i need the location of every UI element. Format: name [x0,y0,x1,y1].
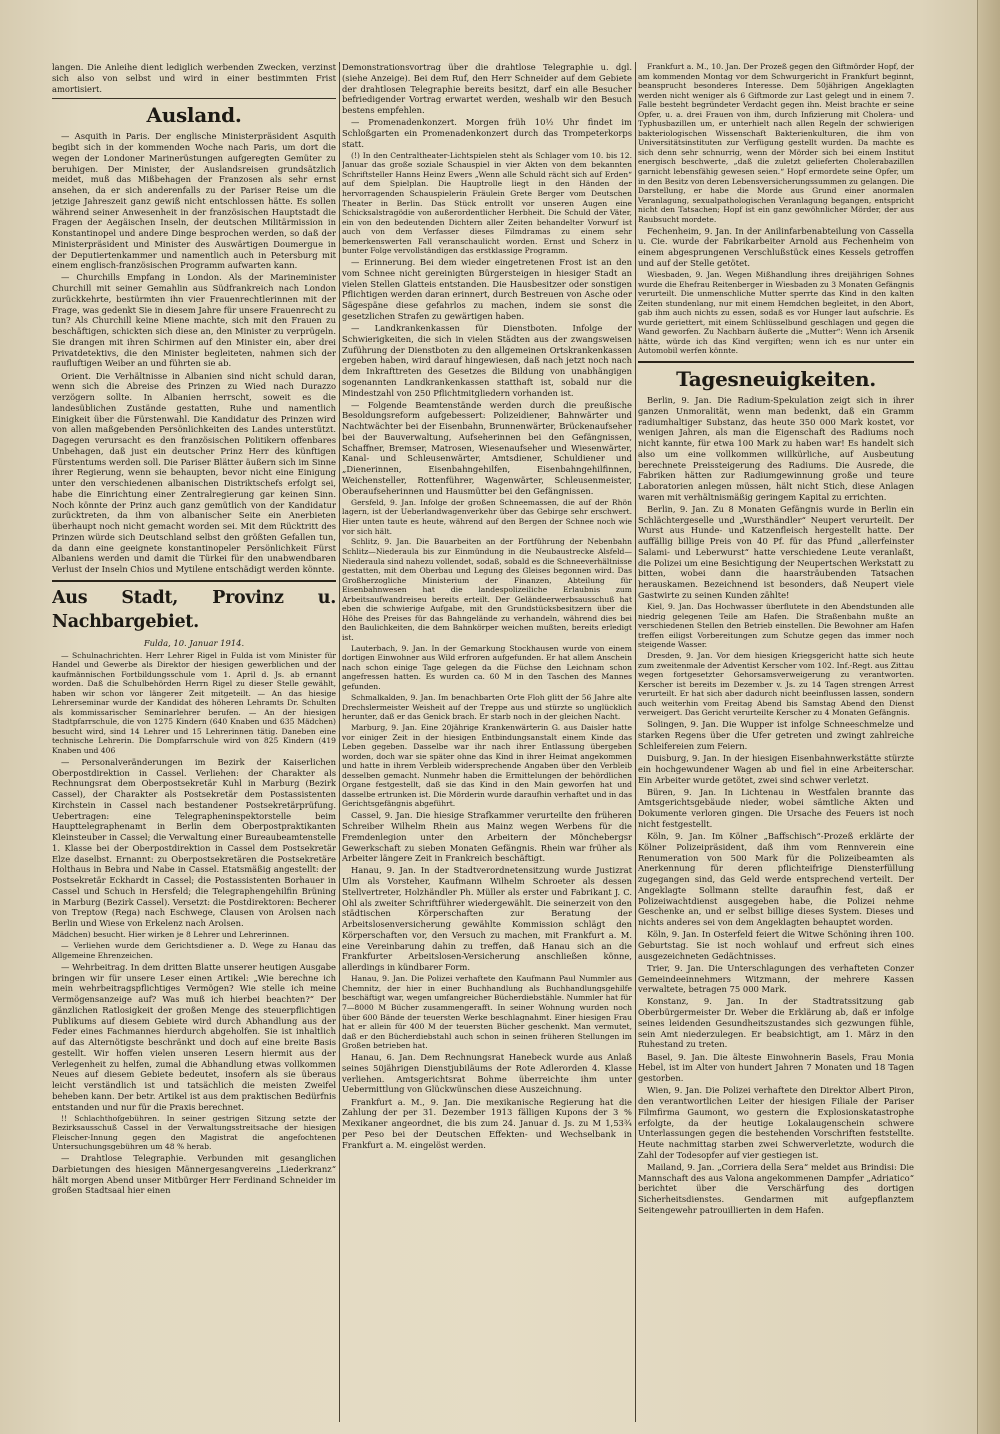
article-telegraphie: — Drahtlose Telegraphie. Verbunden mit gesanglichen Darbietungen des hiesigen Männergesangvereins „Liederkranz“ hält morgen Abend unser Mitbürger Herr Ferdinand Schneider im großen Stadtsaal hier einen [52,1153,336,1196]
article-marburg: Marburg, 9. Jan. Eine 20jährige Krankenwärterin G. aus Daisler hatte vor einiger Zeit in der hiesigen Entbindungsanstalt einem Kinde das Leben gegeben. Dasselbe war ihr nach ihrer Entlassung übergeben worden, doch war sie später ohne das Kind in ihrer Heimat angekommen und hatte in ihrem Verbleib widersprechende Angaben über den Verbleib desselben gemacht. Nunmehr haben die Ermittelungen der behördlichen Organe festgestellt, daß sie das Kind in den Main geworfen hat und dasselbe ertrunken ist. Die Mörderin wurde daraufhin verhaftet und in das Gerichtsgefängnis abgeführt. [342,723,632,809]
section-heading-ausland: Ausland. [146,103,242,128]
column-left [52,62,336,1424]
article-asquith: — Asquith in Paris. Der englische Ministerpräsident Asquith begibt sich in der kommenden Woche nach Paris, um dort die wegen der Londoner Marinerüstungen aufgeregten Gemüter zu beruhigen. Der Minister, der Auslandsreisen grundsätzlich meidet, muß das Mißbehagen der Franzosen als sehr ernst ansehen, da er sich anderenfalls zu der Pariser Reise um die jetzige Jahreszeit ganz gewiß nicht entschlossen hätte. Es sollen während seiner Anwesenheit in der französischen Hauptstadt die Fragen der Aegäischen Inseln, der deutschen Militärmission in Konstantinopel und andere Dinge besprochen werden, so daß der Ministerpräsident und Minister des Auswärtigen Doumergue in der Deputiertenkammer und namentlich auch in Petersburg mit einem englisch-französischen Programm aufwarten kann. [52,131,336,271]
article-lauterbach: Lauterbach, 9. Jan. In der Gemarkung Stockhausen wurde von einem dortigen Einwohner aus Wild erfroren aufgefunden. Er hat allem Anschein nach schon einige Tage gelegen da die Füchse den Leichnam schon angefressen hatten. Es wurden ca. 60 M in den Taschen des Mannes gefunden. [342,643,632,692]
article-churchill: — Churchills Empfang in London. Als der Marineminister Churchill mit seiner Gemahlin aus Südfrankreich nach London zurückkehrte, bestürmten ihn vier Frauenrechtlerinnen mit der Frage, was gedenkt Sie in diesem Jahre für unsere Frauenrecht zu tun? Als Churchill keine Miene machte, sich mit den Frauen zu beschäftigen, schickten sich diese an, den Minister zu verprügeln. Sie drangen mit ihren Schirmen auf den Minister ein, aber drei Privatdetektivs, die den Minister begleiteten, nahmen sich der raufluftigen Weiber an und führten sie ab. [52,272,336,369]
article-personal: — Personalveränderungen im Bezirk der Kaiserlichen Oberpostdirektion in Cassel. Verliehen: der Charakter als Rechnungsrat dem Oberpostsekretär Kuhl in Marburg (Bezirk Cassel), der Charakter als Postsekretär dem Postassistenten Kirchstein in Cassel nach bestandener Postsekretärprüfung. Uebertragen: eine Telegrapheninspektorstelle beim Haupttelegraphenamt in Berlin dem Oberpostpraktikanten Kleinsteuber in Cassel; die Verwaltung einer Bureaubeamtenstelle 1. Klasse bei der Oberpostdirektion in Cassel dem Postsekretär Elze daselbst. Ernannt: zu Oberpostsekretären die Postsekretäre Holthaus in Bebra und Nabe in Cassel. Etatsmäßig angestellt: der Postsekretär Eckhardt in Cassel; die Postassistenten Borhauer in Cassel und Schuch in Hersfeld; die Telegraphengehilfin Brüning in Marburg (Bezirk Cassel). Versetzt: die Postdirektoren: Becherer von Treptow (Rega) nach Eschwege, Clausen von Arolsen nach Berlin und Wiese von Erkelenz nach Arolsen. [52,756,336,929]
divider [52,98,336,99]
article-hanau-polizei: Hanau, 9. Jan. Die Polizei verhaftete den Kaufmann Paul Nummler aus Chemnitz, der hier in einer Buchhandlung als Buchhandlungsgehilfe beschäftigt war, wegen umfangreicher Bücherdiebstähle. Nummler hat für 7—8000 M Bücher zusammengerafft. In seiner Wohnung wurden noch über 600 Bände der teuersten Werke beschlagnahmt. Einer hiesigen Frau hat er allein für 400 M der teuersten Bücher geschenkt. Man vermutet, daß er den Bücherdiebstahl auch schon in seinen früheren Stellungen im Großen betrieben hat. [342,974,632,1051]
article-schulnachrichten: — Schulnachrichten. Herr Lehrer Rigel in Fulda ist vom Minister für Handel und Gewerbe als Direktor der hiesigen gewerblichen und der kaufmännischen Fortbildungsschule vom 1. April d. Js. ab ernannt worden. Daß die Schulbehörden Herrn Rigel zu dieser Stelle gewählt, haben wir schon vor längerer Zeit mitgeteilt. — An das hiesige Lehrerseminar wurde der Kandidat des höheren Lehramts Dr. Schulten als kommissarischer Seminarlehrer berufen. — An der hiesigen Stadtpfarrschule, die von 1275 Kindern (640 Knaben und 635 Mädchen) besucht wird, sind 14 Lehrer und 15 Lehrerinnen tätig. Daneben eine technische Lehrerin. Die Dompfarrschule wird von 825 Kindern (419 Knaben und 406 [52,650,336,755]
article-frankfurt-mexiko: Frankfurt a. M., 9. Jan. Die mexikanische Regierung hat die Zahlung der per 31. Dezember 1913 fälligen Kupons der 3 % Mexikaner angeordnet, die bis zum 24. Januar d. Js. zu M 1,53¾ per Peso bei der Deutschen Effekten- und Wechselbank in Frankfurt a. M. eingelöst werden. [342,1096,632,1150]
article-wehrbeitrag: — Wehrbeitrag. In dem dritten Blatte unserer heutigen Ausgabe bringen wir für unsere Leser einen Artikel: „Wie berechne ich mein wehrbeitragspflichtiges Vermögen? Wie stelle ich meine Vermögensanzeige auf? Was muß ich hierbei beachten?“ Der gänzlichen Ratlosigkeit der großen Menge des steuerpflichtigen Publikums auf diesem Gebiete wird durch Abhandlung aus der Feder eines Fachmannes hierdurch abgeholfen. Sie ist inhaltlich auf das Alternötigste beschränkt und doch auf eine breite Basis gestellt. Wir hoffen vielen unseren Lesern hiermit aus der Verlegenheit zu helfen, zumal die Abhandlung etwas vollkommen Neues auf diesem Gebiete bedeutet, insofern als sie überaus leicht verständlich ist und tatsächlich die meisten Zweifel beheben kann. Der betr. Artikel ist aus dem praktischen Bedürfnis entstanden und nur für die Praxis berechnet. [52,961,336,1112]
column-divider [339,62,340,1422]
article-dresden: Dresden, 9. Jan. Vor dem hiesigen Kriegsgericht hatte sich heute zum zweitenmale der Adventist Kerscher vom 102. Inf.-Regt. aus Zittau wegen fortgesetzter Gehorsamsverweigerung zu verantworten. Kerscher ist bereits im Dezember v. Js. zu 14 Tagen strengen Arrest verurteilt. Er hat sich aber dadurch nicht beeinflussen lassen, sondern auch weiterhin vom Freitag Abend bis Samstag Abend den Dienst verweigert. Das Gericht verurteilte Kerscher zu 4 Monaten Gefängnis. [638,651,914,718]
article-landkrankenkassen: — Landkrankenkassen für Dienstboten. Infolge der Schwierigkeiten, die sich in vielen Städten aus der zwangsweisen Zuführung der Dienstboten zu den allgemeinen Ortskrankenkassen ergeben haben, wird darauf hingewiesen, daß nach jetzt noch nach dem Inkrafttreten des Gesetzes die Bildung von unabhängigen sogenannten Landkrankenkassen statthaft ist, sobald nur die Mindestzahl von 250 Pflichtmitgliedern vorhanden ist. [342,323,632,398]
article-berlin-wurst: Berlin, 9. Jan. Zu 8 Monaten Gefängnis wurde in Berlin ein Schlächtergeselle und „Wursthändler“ Neupert verurteilt. Der Wurst aus Hunde- und Katzenfleisch hergestellt hatte. Der auffällig billige Preis von 40 Pf. für das Pfund „allerfeinster Salami- und Leberwurst“ hatte verschiedene Leute veranlaßt, die Polizei um eine Besichtigung der Neupertschen Werkstatt zu bitten, wobei dann die haarsträubenden Tatsachen herauskamen. Bezeichnend ist besonders, daß Neupert viele Gastwirte zu seinen Kunden zählte! [638,503,914,600]
article-berlin-radium: Berlin, 9. Jan. Die Radium-Spekulation zeigt sich in ihrer ganzen Unmoralität, wenn man bedenkt, daß ein Gramm radiumhaltiger Substanz, das heute 350 000 Mark kostet, vor wenigen Jahren, als man die Eigenschaft des Radiums noch nicht kannte, für etwa 100 Mark zu haben war! Es handelt sich also um eine vollkommen willkürliche, auf Ausbeutung berechnete Preissteigerung des Radiums. Die Ausrede, die Fabriken hätten zur Radiumgewinnung große und teure Laboratorien anlegen müssen, hält nicht Stich, diese Anlagen waren mit verhältnismäßig geringem Kapital zu errichten. [638,395,914,502]
article-duisburg: Duisburg, 9. Jan. In der hiesigen Eisenbahnwerkstätte stürzte ein hochgewundener Wagen ab und fiel in eine Arbeiterschar. Ein Arbeiter wurde getötet, zwei sind schwer verletzt. [638,753,914,785]
article-kiel: Kiel, 9. Jan. Das Hochwasser überflutete in den Abendstunden alle niedrig gelegenen Teile am Hafen. Die Straßenbahn mußte an verschiedenen Stellen den Betrieb einstellen. Die Bewohner am Hafen treffen eiligst Vorbereitungen zum Schutze gegen das immer noch steigende Wasser. [638,602,914,650]
page-edge [977,0,1000,1434]
article-beamtenstaende: — Folgende Beamtenstände werden durch die preußische Besoldungsreform aufgebessert: Polizeidiener, Bahnwärter und Nachtwächter bei der Eisenbahn, Brunnenwärter, Brückenaufseher bei der Bauverwaltung, Aufseherinnen bei den Gefängnissen, Schaffner, Bremser, Matrosen, Wiesenaufseher und Wiesenwärter, Kanal- und Schleusenwärter, Amtsdiener, Schuldiener und „Dienerinnen, Eisenbahngehilfen, Eisenbahngehilfinnen, Weichensteller, Rottenführer, Wagenwärter, Schleusenmeister, Oberaufseherinnen und Hausmütter bei den Gefängnissen. [342,399,632,496]
article-koeln-geburtstag: Köln, 9. Jan. In Osterfeld feiert die Witwe Schöning ihren 100. Geburtstag. Sie ist noch wohlauf und erfreut sich eines ausgezeichneten Gedächtnisses. [638,929,914,961]
article-konstanz: Konstanz, 9. Jan. In der Stadtratssitzung gab Oberbürgermeister Dr. Weber die Erklärung ab, daß er infolge seines leidenden Gesundheitszustandes sich gezwungen fühle, sein Amt niederzulegen. Er beabsichtigt, am 1. März in den Ruhestand zu treten. [638,996,914,1050]
article-basel: Basel, 9. Jan. Die älteste Einwohnerin Basels, Frau Monia Hebel, ist im Alter von hundert Jahren 7 Monaten und 18 Tagen gestorben. [638,1051,914,1084]
article-koeln-prozess: Köln, 9. Jan. Im Kölner „Baffschisch“-Prozeß erklärte der Kölner Polizeipräsident, daß ihm vom Rennverein eine Renumeration von 500 Mark für die Polizeibeamten als Anerkennung für deren pflichteifrige Diensterfüllung zugegangen sind, das Geld werde entsprechend verteilt. Der Angeklagte Sollmann stellte daraufhin fest, daß er Polizeiwachtdienst ausgegeben habe, die Polizei nehme Geschenke an, und er selbst billige dieses System. Dieses und nichts anderes sei von dem Angeklagten behauptet worden. [638,831,914,928]
article-schmalkalden: Schmalkalden, 9. Jan. Im benachbarten Orte Floh glitt der 56 Jahre alte Drechslermeister Weisheit auf der Treppe aus und stürzte so unglücklich herunter, daß er das Genick brach. Er starb noch in der gleichen Nacht. [342,692,632,722]
section-heading-tages: Tagesneuigkeiten. [676,367,876,391]
article-wien: Wien, 9. Jan. Die Polizei verhaftete den Direktor Albert Piron, den verantwortlichen Leiter der hiesigen Filiale der Pariser Filmfirma Gaumont, wo gestern die Explosionskatastrophe erfolgte, da der heutige Lokalaugenschein schwere Unterlassungen gegen die bestehenden Vorschriften feststellte. Heute nachmittag starben zwei Schwerverletzte, wodurch die Zahl der Todesopfer auf vier gestiegen ist. [638,1085,914,1160]
article-erinnerung: — Erinnerung. Bei dem wieder eingetretenen Frost ist an den vom Schnee nicht gereinigten Bürgersteigen in hiesiger Stadt an vielen Stellen Glatteis entstanden. Die Hausbesitzer oder sonstigen Pflichtigen werden daran erinnert, durch Bestreuen von Asche oder Sägespäne diese gefahrlos zu machen, indem sie sonst die gesetzlichen Strafen zu gewärtigen haben. [342,257,632,321]
article-hanau-jubilaeum: Hanau, 6. Jan. Dem Rechnungsrat Hanebeck wurde aus Anlaß seines 50jährigen Dienstjubiläums der Rote Adlerorden 4. Klasse verliehen. Amtsgerichtsrat Bohme überreichte ihm unter Uebermittlung von Glückwünschen diese Auszeichnung. [342,1052,632,1095]
article-mailand: Mailand, 9. Jan. „Corriera della Sera“ meldet aus Brindisi: Die Mannschaft des aus Valona angekommenen Dampfer „Adriatico“ berichtet über die Verschärfung des dortigen Sicherheitsdienstes. Gendarmen mit aufgepflanztem Seitengewehr patrouillierten in dem Hafen. [638,1161,914,1215]
article-fechenheim: Fechenheim, 9. Jan. In der Anilinfarbenabteilung von Cassella u. Cie. wurde der Fabrikarbeiter Arnold aus Fechenheim von einem abgesprungenen Verschlußstück eines Kessels getroffen und auf der Stelle getötet. [638,225,914,268]
column-divider [635,62,636,1422]
divider [52,580,336,582]
article-schlachthof: !! Schlachthofgebühren. In seiner gestrigen Sitzung setzte der Bezirksausschuß Cassel in der Verwaltungsstreitsache der hiesigen Fleischer-Innung gegen den Magistrat die angefochtenen Untersuchungsgebühren um 48 % herab. [52,1113,336,1152]
article-lichtspiele: (!) In den Centraltheater-Lichtspielen steht als Schlager vom 10. bis 12. Januar das große soziale Schauspiel in vier Akten von dem bekannten Schriftsteller Hanns Heinz Ewers „Wenn alle Schuld rächt sich auf Erden“ auf dem Spielplan. Die Hauptrolle liegt in den Händen der hervorragenden Schauspielerin Fräulein Grete Berger vom Deutschen Theater in Berlin. Das Stück entrollt vor unseren Augen eine Schicksalstragödie von außerordentlicher Herbheit. Die Schuld der Väter, ein von den bedeutenden Dichtern aller Zeiten behandelter Vorwurf ist auch von dem Verfasser dieses Filmdramas zu einem sehr bemerkenswerten Fall veranschaulicht worden. Ernst und Scherz in bunter Folge vervollständigen das erstklassige Programm. [342,150,632,256]
article-gersfeld: Gersfeld, 9. Jan. Infolge der großen Schneemassen, die auf der Rhön lagern, ist der Ueberlandwagenverkehr über das Gebirge sehr erschwert. Hier unten taute es heute, während auf den Bergen der Schnee noch wie vor sich hält. [342,497,632,536]
section-heading-stadt: Aus Stadt, Provinz u. Nachbargebiet. [52,587,336,632]
article-cassel: Cassel, 9. Jan. Die hiesige Strafkammer verurteilte den früheren Schreiber Wilhelm Rhein aus Mainz wegen Werbens für die Fremdenlegion unter den Arbeitern der Mönchebergsr Gewerkschaft zu sieben Monaten Gefängnis. Rhein war früher als Arbeiter längere Zeit in Frankreich beschäftigt. [342,810,632,864]
article-frankfurt-hopf: Frankfurt a. M., 10. Jan. Der Prozeß gegen den Giftmörder Hopf, der am kommenden Montag vor dem Schwurgericht in Frankfurt beginnt, beansprucht besonderes Interesse. Dem 50jährigen Angeklagten werden nicht weniger als 6 Giftmorde zur Last gelegt und in einem 7. Falle besteht begründeter Verdacht gegen ihn. Meist brachte er seine Opfer, u. a. drei Frauen von ihm, durch Infizierung mit Cholera- und Typhusbazillen um, er unterhielt nach allen Regeln der schwierigen bakteriologischen Wissenschaft Bakterienkulturen, die ihm von Universitätsinstituten zur Verfügung gestellt wurden. Da machte es sich denn sehr schnurrig, wenn der Mörder sich bei einem Institut energisch beschwerte, „daß die zuletzt gelieferten Cholerabazillen garnicht lebensfähig gewesen seien.“ Hopf ermordete seine Opfer, um in den Besitz von deren Lebensversicherungssummen zu gelangen. Die Darstellung, er habe die Morde aus Grund einer anormalen Veranlagung, sexualpathologischen Veranlagung begangen, entspricht nicht den Tatsachen; Hopf ist ein ganz gewöhnlicher Mörder, der aus Raubsucht mordete. [638,62,914,224]
article-promenadenkonzert: — Promenadenkonzert. Morgen früh 10½ Uhr findet im Schloßgarten ein Promenadenkonzert durch das Trompeterkorps statt. [342,117,632,149]
article-bueren: Büren, 9. Jan. In Lichtenau in Westfalen brannte das Amtsgerichtsgebäude nieder, wobei sämtliche Akten und Dokumente verloren gingen. Die Ursache des Feuers ist noch nicht festgestellt. [638,786,914,829]
article-hanau: Hanau, 9. Jan. In der Stadtverordnetensitzung wurde Justizrat Ulm als Vorsteher, Kaufmann Wilhelm Schroeter als dessen Stellvertreter, Holzhändler Ph. Müller als erster und Fabrikant J. C. Ohl als zweiter Schriftführer wiedergewählt. Die seinerzeit von den städtischen Körperschaften zur Beratung der Arbeitslosenversicherung gewählte Kommission schlägt den Körperschaften vor, den Versuch zu machen, mit Frankfurt a. M. eine Vereinbarung dahin zu treffen, daß Hanau sich an die Frankfurter Arbeitslosen-Versicherung anschließen könne, allerdings in kündbarer Form. [342,865,632,973]
column-middle [342,62,632,1424]
article-text: langen. Die Anleihe dient lediglich werbenden Zwecken, verzinst sich also von selbst und wird in einer bestimmten Frist amortisiert. [52,62,336,94]
article-text: Demonstrationsvortrag über die drahtlose Telegraphie u. dgl. (siehe Anzeige). Bei dem Ruf, den Herr Schneider auf dem Gebiete der drahtlosen Telegraphie bereits besitzt, darf ein alle Besucher befriedigender Vortrag erwartet werden, weshalb wir den Besuch bestens empfehlen. [342,62,632,115]
article-wiesbaden: Wiesbaden, 9. Jan. Wegen Mißhandlung ihres dreijährigen Sohnes wurde die Ehefrau Reitenberger in Wiesbaden zu 3 Monaten Gefängnis verurteilt. Die unmenschliche Mutter sperrte das Kind in den kalten Zeiten stundenlang, nur mit einem Hemdchen begleitet, in den Abort, gab ihm auch nichts zu essen, sodaß es vor Hunger laut aufschrie. Es wurde geriettert, mit einem Schlüsselbund geschlagen und gegen die Wand geworfen. Zu Nachbarn äußerte die „Mutter“: Wenn ich Arsenik hätte, würde ich das Kind vergiften; wenn ich es nur unter ein Automobil werfen könnte. [638,270,914,356]
article-text: Mädchen) besucht. Hier wirken je 8 Lehrer und Lehrerinnen. [52,930,290,940]
column-right [638,62,914,1424]
article-solingen: Solingen, 9. Jan. Die Wupper ist infolge Schneeschmelze und starken Regens über die Ufer getreten und zwingt zahlreiche Schleifereien zum Feiern. [638,719,914,751]
article-verliehen: — Verliehen wurde dem Gerichtsdiener a. D. Wege zu Hanau das Allgemeine Ehrenzeichen. [52,941,336,960]
article-orient: Orient. Die Verhältnisse in Albanien sind nicht schuld daran, wenn sich die Abreise des Prinzen zu Wied nach Durazzo verzögern sollte. In Albanien herrscht, soweit es die landesüblichen Zustände gestatten, Ruhe und namentlich Einigkeit über die Fürstenwahl. Die Kandidatur des Prinzen wird von allen maßgebenden Persönlichkeiten des Landes unterstützt. Dagegen verursacht es den französischen Politikern offenbares Unbehagen, daß just ein deutscher Prinz Herr des künftigen Fürstentums werden soll. Die Pariser Blätter äußern sich im Sinne ihrer Regierung, wenn sie behaupten, bevor nicht eine Einigung unter den verschiedenen albanischen Distriktschefs erfolgt sei, habe die Einrichtung einer Zentralregierung gar keinen Sinn. Noch könnte der Prinz auch ganz gemütlich von der Kandidatur zurücktreten, da ihm von albanischer Seite ein Anerbieten überhaupt noch nicht gemacht worden sei. Mit dem Rücktritt des Prinzen würde sich Deutschland selbst den größten Gefallen tun, da dann eine geeignete konstantinopeler Persönlichkeit Fürst Albaniens werden und damit die Türkei für den unabwendbaren Verlust der Inseln Chios und Mytilene entschädigt werden könnte. [52,370,336,575]
article-schlitz: Schlitz, 9. Jan. Die Bauarbeiten an der Fortführung der Nebenbahn Schlitz—Niederaula bis zur Einmündung in die Neubaustrecke Alsfeld—Niederaula sind nahezu vollendet, sodaß, sobald es die Schneeverhältnisse gestatten, mit dem Oberbau und Legung des Gleises begonnen wird. Das Großherzogliche Ministerium der Finanzen, Abteilung für Eisenbahnwesen hat die landespolizeiliche Erlaubnis zum Arbeitsaufwandreiseu bereits erteilt. Der Geländeerwerbsausschuß hat eben die schwierige Aufgabe, mit den Grundstücksbesitzern über die Höhe des Preises für das Bahngelände zu verhandeln, während dies bei den Baulichkeiten, die dem Bahnkörper weichen mußten, bereits erledigt ist. [342,537,632,642]
divider [638,361,914,363]
article-trier: Trier, 9. Jan. Die Unterschlagungen des verhafteten Conzer Gemeindeeinnehmers Witzmann, der mehrere Kassen verwaltete, betragen 75 000 Mark. [638,962,914,995]
dateline: Fulda, 10. Januar 1914. [143,637,245,648]
